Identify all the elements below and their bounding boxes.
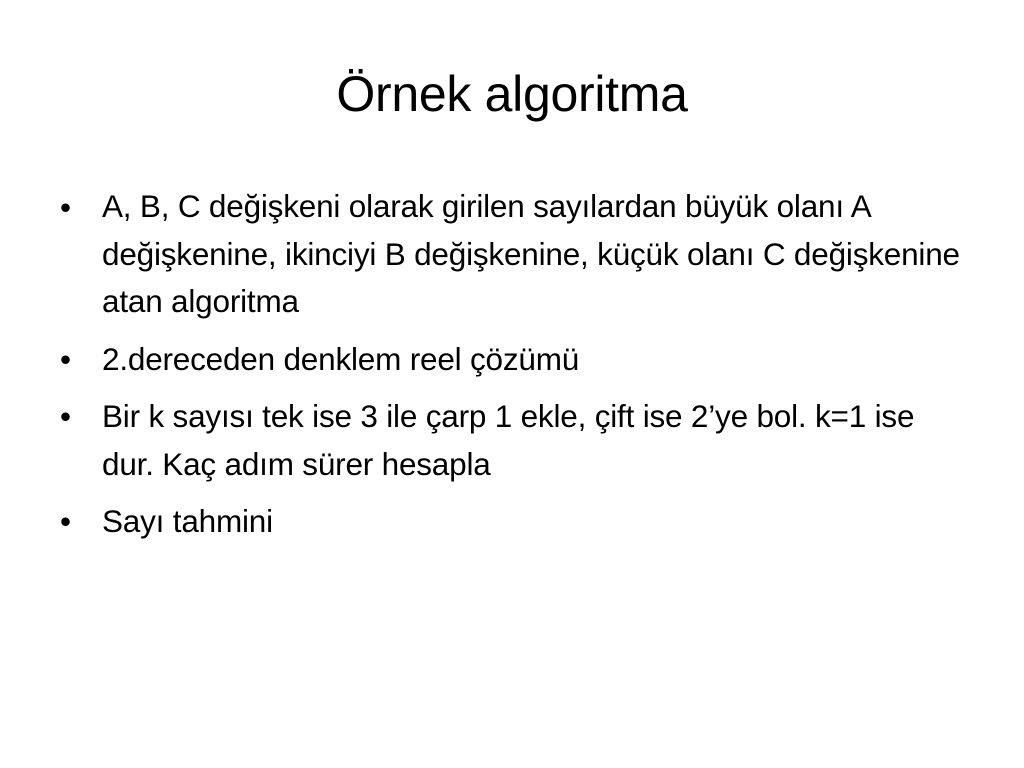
bullet-icon: • — [60, 189, 71, 225]
bullet-list — [56, 183, 966, 554]
bullet-text: Sayı tahmini — [102, 503, 273, 540]
bullet-item-3 — [56, 392, 966, 488]
bullet-item-2 — [56, 335, 966, 383]
bullet-text: 2.dereceden denklem reel çözümü — [102, 341, 580, 378]
bullet-icon: • — [60, 398, 71, 435]
bullet-text: A, B, C değişkeni olarak girilen sayılardan büyük olanı A değişkenine, ikinciyi B değişkenine, küçük olanı C değişkenine atan algoritma — [102, 188, 960, 320]
bullet-icon: • — [60, 503, 71, 540]
bullet-item-1 — [56, 183, 966, 326]
slide-title: Örnek algoritma — [336, 66, 688, 122]
bullet-icon: • — [60, 341, 71, 378]
bullet-item-4 — [56, 497, 966, 545]
bullet-text: Bir k sayısı tek ise 3 ile çarp 1 ekle, çift ise 2’ye bol. k=1 ise dur. Kaç adım sürer hesapla — [102, 398, 915, 483]
